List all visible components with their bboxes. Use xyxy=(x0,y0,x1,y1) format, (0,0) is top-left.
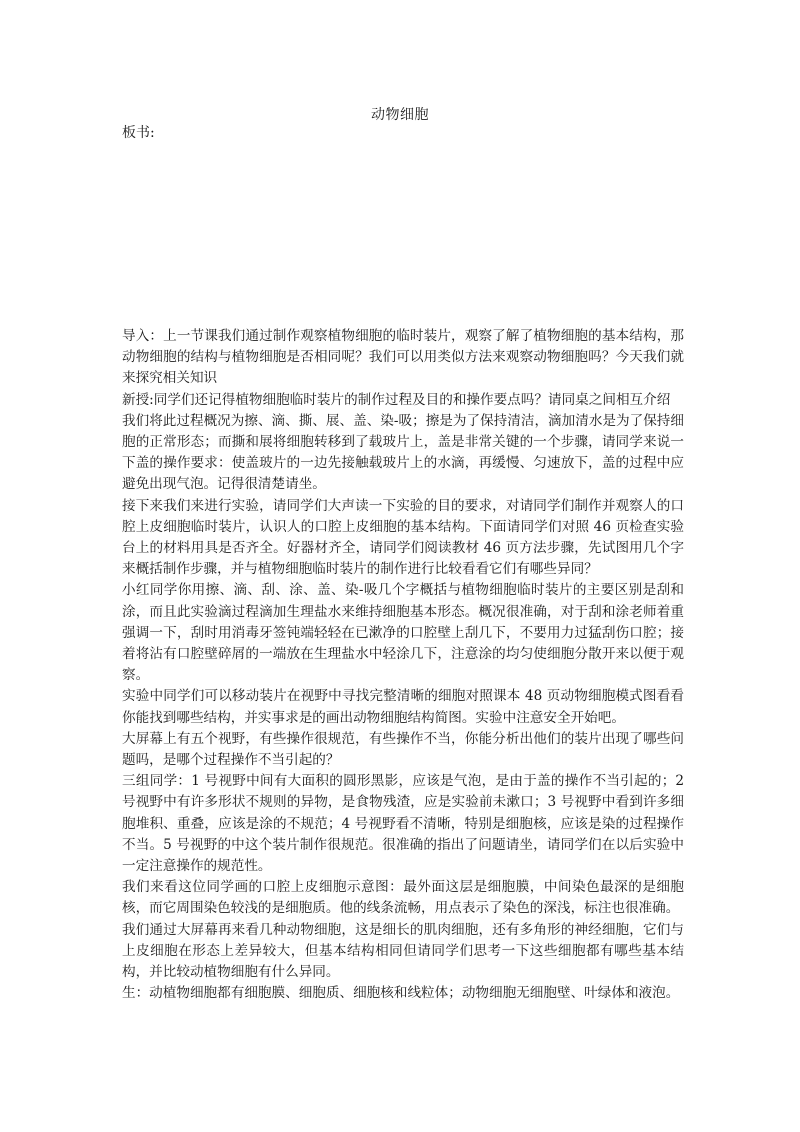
paragraph-five-views: 大屏幕上有五个视野，有些操作很规范，有些操作不当，你能分析出他们的装片出现了哪些问题吗，是哪个过程操作不当引起的？ xyxy=(122,730,684,769)
paragraph-group-three: 三组同学：1 号视野中间有大面积的圆形黑影，应该是气泡，是由于盖的操作不当引起的；2 号视野中有许多形状不规则的异物，是食物残渣，应是实验前未漱口；3 号视野中看到许多细胞堆积、重叠，应该是涂的不规范；4 号视野看不清晰，特别是细胞核，应该是染的过程操作不当。5 号视野的中这个装片制作很规范。很准确的指出了问题请坐，请同学们在以后实验中一定注意操作的规范性。 xyxy=(122,773,684,875)
paragraph-experiment-intro: 接下来我们来进行实验，请同学们大声读一下实验的目的要求，对请同学们制作并观察人的口腔上皮细胞临时装片，认识人的口腔上皮细胞的基本结构。下面请同学们对照 46 页检查实验台上的材料用具是否齐全。好器材齐全，请同学们阅读教材 46 页方法步骤，先试图用几个字来概括制作步骤，并与植物细胞临时装片的制作进行比较看看它们有哪些异同？ xyxy=(122,497,684,578)
paragraph-procedure-summary: 我们将此过程概况为擦、滴、撕、展、盖、染-吸；擦是为了保持清洁，滴加清水是为了保持细胞的正常形态；而撕和展将细胞转移到了载玻片上，盖是非常关键的一个步骤，请同学来说一下盖的操作要求：使盖玻片的一边先接触载玻片上的水滴，再缓慢、匀速放下，盖的过程中应避免出现气泡。记得很清楚请坐。 xyxy=(122,412,684,493)
paragraph-new-lesson: 新授:同学们还记得植物细胞临时装片的制作过程及目的和操作要点吗？请同桌之间相互介绍 xyxy=(122,391,671,408)
document-title: 动物细胞 xyxy=(371,107,429,123)
paragraph-student-answer: 小红同学你用擦、滴、刮、涂、盖、染-吸几个字概括与植物细胞临时装片的主要区别是刮和涂，而且此实验滴过程滴加生理盐水来维持细胞基本形态。概况很准确，对于刮和涂老师着重强调一下，刮时用消毒牙签钝端轻轻在已漱净的口腔壁上刮几下，不要用力过猛刮伤口腔；接着将沾有口腔壁碎屑的一端放在生理盐水中轻涂几下，注意涂的均匀使细胞分散开来以便于观察。 xyxy=(122,582,684,684)
paragraph-student-conclusion: 生：动植物细胞都有细胞膜、细胞质、细胞核和线粒体；动物细胞无细胞壁、叶绿体和液泡。 xyxy=(122,985,680,1002)
paragraph-cell-drawing: 我们来看这位同学画的口腔上皮细胞示意图：最外面这层是细胞膜，中间染色最深的是细胞核，而它周围染色较浅的是细胞质。他的线条流畅，用点表示了染色的深浅，标注也很准确。 xyxy=(122,879,684,917)
document-body xyxy=(122,326,684,1005)
paragraph-intro: 导入：上一节课我们通过制作观察植物细胞的临时装片，观察了解了植物细胞的基本结构，那动物细胞的结构与植物细胞是否相同呢？我们可以用类似方法来观察动物细胞吗？今天我们就来探究相关知识 xyxy=(122,328,684,387)
board-label: 板书: xyxy=(122,125,155,141)
paragraph-observation: 实验中同学们可以移动装片在视野中寻找完整清晰的细胞对照课本 48 页动物细胞模式图看看你能找到哪些结构，并实事求是的画出动物细胞结构简图。实验中注意安全开始吧。 xyxy=(122,688,684,726)
paragraph-other-cells: 我们通过大屏幕再来看几种动物细胞，这是细长的肌肉细胞，还有多角形的神经细胞，它们与上皮细胞在形态上差异较大，但基本结构相同但请同学们思考一下这些细胞都有哪些基本结构，并比较动植物细胞有什么异同。 xyxy=(122,921,684,981)
